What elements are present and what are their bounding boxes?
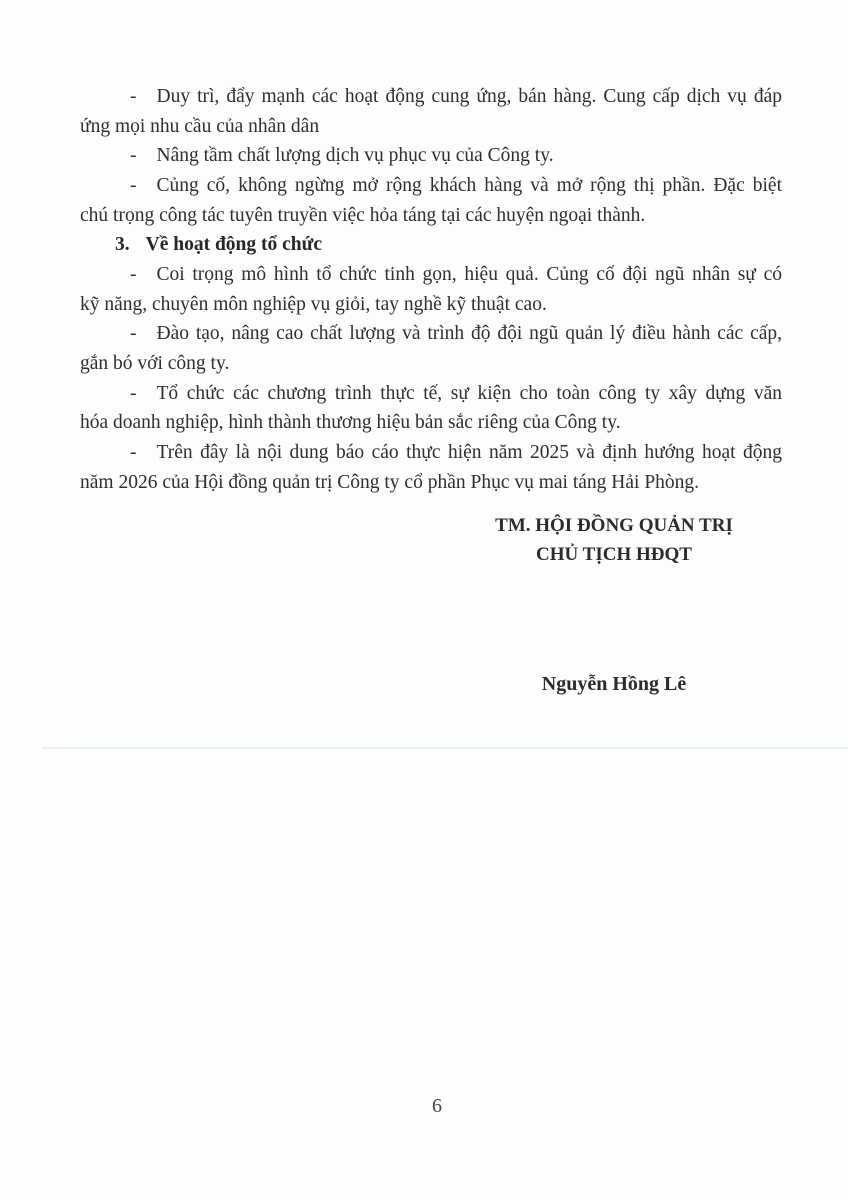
bullet-dash: - bbox=[130, 174, 137, 196]
paragraph-text: Duy trì, đẩy mạnh các hoạt động cung ứng, bán hàng. Cung cấp dịch vụ đáp bbox=[156, 86, 782, 107]
paragraph-line bbox=[80, 171, 782, 201]
paragraph-text: Tổ chức các chương trình thực tế, sự kiện cho toàn công ty xây dựng văn bbox=[156, 382, 782, 404]
bullet-dash: - bbox=[130, 382, 137, 404]
signature-title-line: CHỦ TỊCH HĐQT bbox=[536, 543, 692, 565]
paragraph-text: Coi trọng mô hình tổ chức tinh gọn, hiệu quả. Củng cố đội ngũ nhân sự có bbox=[156, 263, 782, 285]
paragraph-text: Củng cố, không ngừng mở rộng khách hàng và mở rộng thị phần. Đặc biệt bbox=[156, 174, 782, 196]
bullet-dash: - bbox=[130, 145, 137, 167]
bullet-dash: - bbox=[130, 441, 137, 463]
signature-org-line: TM. HỘI ĐỒNG QUẢN TRỊ bbox=[495, 515, 733, 536]
signer-name: Nguyễn Hồng Lê bbox=[541, 673, 687, 695]
paragraph-line: hóa doanh nghiệp, hình thành thương hiệu bản sắc riêng của Công ty. bbox=[80, 412, 621, 434]
report-body bbox=[80, 82, 782, 497]
scan-artifact-line bbox=[42, 747, 848, 749]
paragraph-line bbox=[80, 141, 782, 171]
paragraph-line: ứng mọi nhu cầu của nhân dân bbox=[80, 115, 320, 137]
bullet-dash: - bbox=[130, 263, 137, 285]
section-title: Về hoạt động tổ chức bbox=[145, 234, 322, 256]
paragraph-line: kỹ năng, chuyên môn nghiệp vụ giỏi, tay nghề kỹ thuật cao. bbox=[80, 293, 547, 315]
page-number: 6 bbox=[432, 1095, 442, 1117]
paragraph-line: chú trọng công tác tuyên truyền việc hỏa táng tại các huyện ngoại thành. bbox=[80, 204, 646, 226]
paragraph-line bbox=[80, 438, 782, 468]
paragraph-text: Đào tạo, nâng cao chất lượng và trình độ đội ngũ quản lý điều hành các cấp, bbox=[156, 323, 782, 345]
section-number: 3. bbox=[115, 234, 130, 256]
paragraph-line bbox=[80, 379, 782, 409]
paragraph-line bbox=[80, 319, 782, 349]
paragraph-line bbox=[80, 82, 782, 112]
paragraph-text: Trên đây là nội dung báo cáo thực hiện năm 2025 và định hướng hoạt động bbox=[156, 441, 782, 463]
bullet-dash: - bbox=[130, 86, 137, 107]
paragraph-line bbox=[80, 260, 782, 290]
signature-block bbox=[438, 512, 790, 569]
paragraph-line: gắn bó với công ty. bbox=[80, 352, 230, 374]
paragraph-line: năm 2026 của Hội đồng quản trị Công ty cổ phần Phục vụ mai táng Hải Phòng. bbox=[80, 471, 700, 493]
section-heading bbox=[80, 230, 782, 260]
bullet-dash: - bbox=[130, 323, 137, 345]
paragraph-text: Nâng tầm chất lượng dịch vụ phục vụ của Công ty. bbox=[156, 145, 554, 167]
